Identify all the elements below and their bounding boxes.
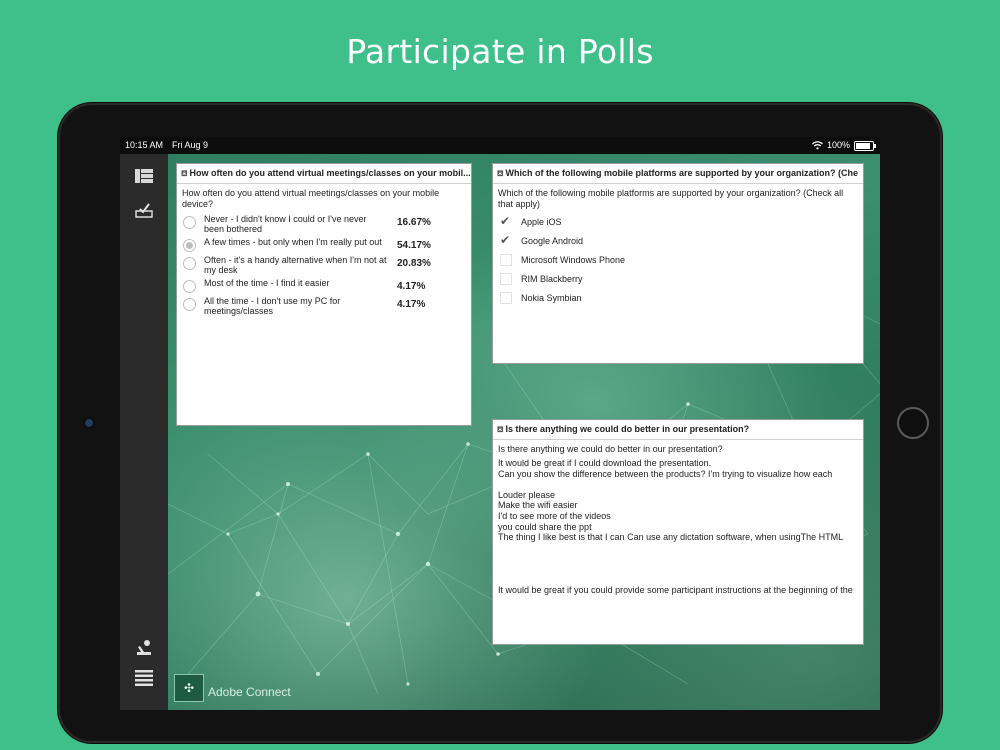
checkbox[interactable] [500,254,512,266]
poll-option[interactable] [498,288,858,307]
option-percent: 54.17% [397,240,431,251]
menu-icon[interactable] [134,668,154,688]
response-line [498,553,858,564]
adobe-connect-logo-icon: ✣ [174,674,204,702]
pod-title-bar [177,164,471,184]
response-line [498,575,858,586]
status-date: Fri Aug 9 [172,140,209,150]
tablet-screen [120,137,880,710]
option-label: All the time - I don't use my PC for meetings/classes [204,296,341,316]
battery-icon [854,141,874,151]
pod-title-bar [493,420,863,440]
page-headline: Participate in Polls [346,32,654,71]
option-label: Never - I didn't know I could or I've never been bothered [204,214,367,234]
checkbox-checked[interactable] [500,235,512,247]
raise-hand-icon[interactable] [134,638,154,658]
home-button[interactable] [897,407,929,439]
response-line: you could share the ppt [498,521,592,532]
response-line: It would be great if you could provide some participant instructions at the beginning of the [498,585,853,596]
response-line: Louder please [498,489,556,500]
poll-option[interactable] [498,269,858,288]
status-bar [120,137,880,154]
poll-option[interactable] [182,214,466,234]
poll-option[interactable] [182,278,466,293]
option-label: Apple iOS [521,216,562,227]
option-percent: 4.17% [397,299,426,310]
response-line: It would be great if I could download the presentation. [498,458,712,468]
response-line: Make the wifi easier [498,500,578,511]
brand-label: Adobe Connect [208,685,291,699]
poll-question: Which of the following mobile platforms are supported by your organization? (Check all that apply) [498,188,844,209]
option-label: Most of the time - I find it easier [204,278,330,288]
poll-question: Is there anything we could do better in our presentation? [498,444,723,454]
poll-title-icon: ⛾ [181,169,188,178]
response-line [498,479,858,490]
status-right [812,137,874,154]
meeting-stage [168,154,880,710]
option-label: Google Android [521,235,584,246]
response-line: The thing I like best is that I can Can use any dictation software, when usingThe HTML [498,532,844,543]
tablet-frame [58,103,942,743]
pod-title: How often do you attend virtual meetings/classes on your mobil... [189,168,471,178]
radio-button[interactable] [183,216,196,229]
option-percent: 4.17% [397,281,426,292]
checkbox-checked[interactable] [500,216,512,228]
option-percent: 16.67% [397,217,431,228]
checkbox[interactable] [500,273,512,285]
response-line [498,564,858,575]
sidebar [120,154,168,710]
radio-button[interactable] [183,298,196,311]
poll-option[interactable] [182,255,466,275]
status-time: 10:15 AM [125,140,164,150]
pod-title-bar [493,164,863,184]
poll-option[interactable] [182,237,466,252]
option-label: RIM Blackberry [521,273,583,284]
wifi-icon [812,141,823,150]
poll-title-icon: ⛾ [497,169,504,178]
option-label: Often - it's a handy alternative when I'm not at my desk [204,255,387,275]
response-line [498,543,858,554]
response-line: I'd to see more of the videos [498,510,611,521]
poll-pod-platforms [492,163,864,364]
poll-option[interactable] [498,250,858,269]
poll-question: How often do you attend virtual meetings/classes on your mobile device? [182,188,440,209]
option-percent: 20.83% [397,258,431,269]
layout-icon[interactable] [134,166,154,186]
checkbox[interactable] [500,292,512,304]
poll-title-icon: ⛾ [497,425,504,434]
pod-title: Which of the following mobile platforms are supported by your organization? (Che [505,168,859,178]
poll-icon[interactable] [134,200,154,220]
radio-button[interactable] [183,280,196,293]
poll-option[interactable] [182,296,466,316]
option-label: Nokia Symbian [521,292,582,303]
battery-percent: 100% [826,140,850,150]
poll-pod-feedback [492,419,864,645]
pod-title: Is there anything we could do better in our presentation? [505,424,750,434]
radio-button-selected[interactable] [183,239,196,252]
camera [85,419,93,427]
option-label: Microsoft Windows Phone [521,254,626,265]
radio-button[interactable] [183,257,196,270]
option-label: A few times - but only when I'm really put out [204,237,382,247]
poll-pod-frequency [176,163,472,426]
poll-option[interactable] [498,231,858,250]
poll-option[interactable] [498,212,858,231]
response-line: Can you show the difference between the products? I'm trying to visualize how each [498,468,833,479]
